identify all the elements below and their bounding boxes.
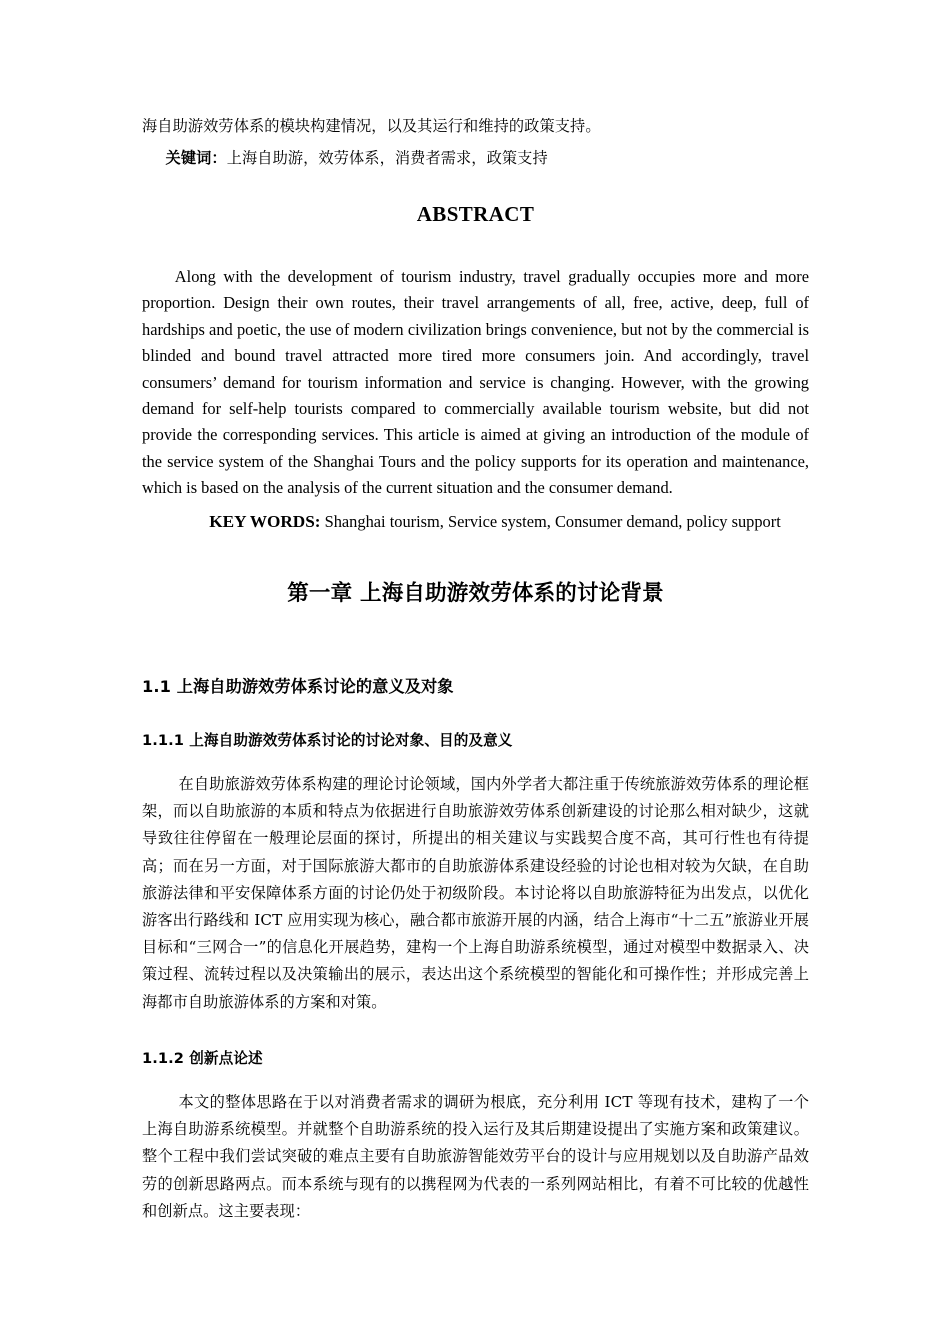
- section-1-1-1-paragraph: 在自助旅游效劳体系构建的理论讨论领域，国内外学者大都注重于传统旅游效劳体系的理论框架，而以自助旅游的本质和特点为依据进行自助旅游效劳体系创新建设的讨论那么相对缺少，这就导致往往停留在一般理论层面的探讨，所提出的相关建议与实践契合度不高，其可行性也有待提高；而在另一方面，对于国际旅游大都市的自助旅游体系建设经验的讨论也相对较为欠缺，在自助旅游法律和平安保障体系方面的讨论仍处于初级阶段。本讨论将以自助旅游特征为出发点，以优化游客出行路线和 ICT 应用实现为核心，融合都市旅游开展的内涵，结合上海市“十二五”旅游业开展目标和“三网合一”的信息化开展趋势，建构一个上海自助游系统模型，通过对模型中数据录入、决策过程、流转过程以及决策输出的展示，表达出这个系统模型的智能化和可操作性；并形成完善上海都市自助旅游体系的方案和对策。: [142, 775, 809, 1011]
- section-heading-1-1-block: [142, 673, 809, 697]
- section-heading-1-1-1-block: [142, 729, 809, 750]
- chapter-title: 第一章 上海自助游效劳体系的讨论背景: [287, 581, 664, 606]
- section-heading-1-1-1: 1.1.1 上海自助游效劳体系讨论的讨论对象、目的及意义: [142, 732, 513, 749]
- abstract-en-keywords-line: [142, 509, 809, 535]
- abstract-cn-continued-line: [142, 113, 809, 140]
- abstract-title: ABSTRACT: [416, 202, 535, 226]
- abstract-en-paragraph-block: [142, 264, 809, 502]
- abstract-cn-keywords-value: 上海自助游，效劳体系，消费者需求，政策支持: [226, 149, 548, 167]
- section-heading-1-1: 1.1 上海自助游效劳体系讨论的意义及对象: [142, 677, 454, 696]
- abstract-cn-keywords-paragraph: [142, 145, 809, 172]
- abstract-cn-keywords-line: [142, 145, 809, 172]
- abstract-cn-keywords-label: 关键词：: [165, 149, 227, 167]
- section-heading-1-1-2: 1.1.2 创新点论述: [142, 1050, 263, 1067]
- abstract-en-keywords-paragraph: [142, 509, 809, 535]
- chapter-title-block: [142, 576, 809, 607]
- abstract-title-block: [142, 202, 809, 227]
- section-1-1-2-paragraph: 本文的整体思路在于以对消费者需求的调研为根底，充分利用 ICT 等现有技术，建构了一个上海自助游系统模型。并就整个自助游系统的投入运行及其后期建设提出了实施方案和政策建议。整个工程中我们尝试突破的难点主要有自助旅游智能效劳平台的设计与应用规划以及自助游产品效劳的创新思路两点。而本系统与现有的以携程网为代表的一系列网站相比，有着不可比较的优越性和创新点。这主要表现：: [142, 1093, 809, 1220]
- section-1-1-1-paragraph-block: [142, 771, 809, 1016]
- abstract-en-keywords-label: KEY WORDS:: [209, 512, 321, 531]
- section-1-1-2-paragraph-block: [142, 1089, 809, 1225]
- abstract-en-paragraph: Along with the development of tourism industry, travel gradually occupies more and more proportion. Design their own routes, their travel arrangements of all, free, active, deep, full of hardships and poetic, the use of modern civilization brings convenience, but not by the commercial is blinded and bound travel attracted more tired more consumers join. And accordingly, travel consumers’ demand for tourism information and service is changing. However, with the growing demand for self-help tourists compared to commercially available tourism website, but did not provide the corresponding services. This article is aimed at giving an introduction of the module of the service system of the Shanghai Tours and the policy supports for its operation and maintenance, which is based on the analysis of the current situation and the consumer demand.: [142, 267, 809, 498]
- abstract-cn-continued-text: 海自助游效劳体系的模块构建情况，以及其运行和维持的政策支持。: [142, 117, 601, 135]
- section-heading-1-1-2-block: [142, 1047, 809, 1068]
- abstract-en-keywords-value: Shanghai tourism, Service system, Consumer demand, policy support: [320, 512, 781, 531]
